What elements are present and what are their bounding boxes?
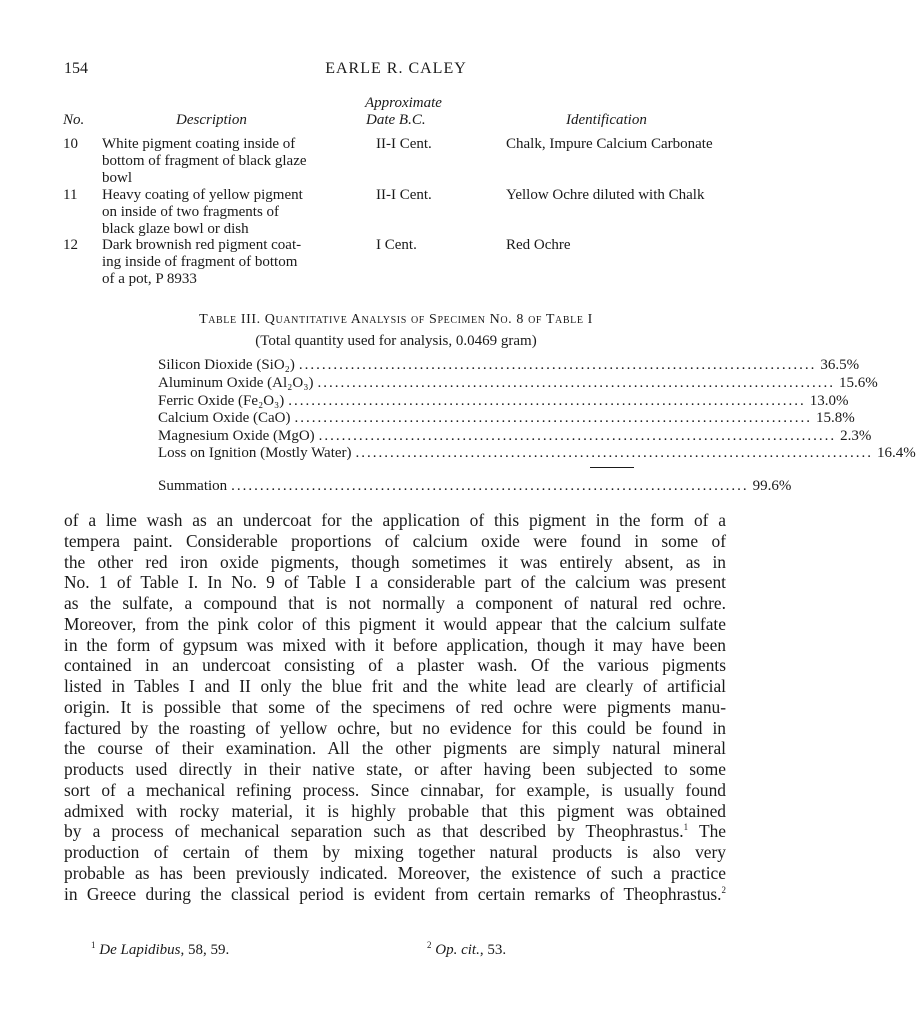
col-date-header-line2: Date B.C. — [366, 112, 426, 128]
body-line: Moreover, from the pink color of this pigment it would appear that the calcium sulfate — [64, 613, 726, 634]
table3-row — [158, 357, 860, 375]
row-identification: Yellow Ochre diluted with Chalk — [506, 187, 705, 203]
compound-value: 15.8% — [815, 410, 855, 426]
leader-dots: .......................................................................................... — [298, 357, 817, 373]
row-number: 11 — [63, 187, 78, 203]
desc-line: black glaze bowl or dish — [102, 221, 249, 237]
table3-row — [158, 393, 849, 411]
row-identification: Red Ochre — [506, 237, 571, 253]
row-description — [102, 237, 336, 288]
body-line: factured by the roasting of yellow ochre, but no evidence for this could be found in — [64, 717, 726, 738]
footnote-ref: 2 — [721, 884, 726, 895]
table3-title: Table III. Quantitative Analysis of Specimen No. 8 of Table I — [199, 312, 593, 327]
body-line-text: in Greece during the classical period is evident from certain remarks of Theophrastus. — [64, 883, 722, 904]
summation-rule — [590, 467, 634, 468]
compound-name: Silicon Dioxide — [158, 357, 253, 373]
body-paragraph — [64, 510, 726, 904]
leader-dots: .......................................................................................... — [318, 428, 837, 444]
row-identification: Chalk, Impure Calcium Carbonate — [506, 136, 713, 152]
row-date: II-I Cent. — [376, 187, 432, 203]
table3-row — [158, 375, 878, 393]
col-description-header: Description — [176, 112, 247, 128]
leader-dots: .......................................................................................... — [288, 393, 806, 409]
body-line: No. 1 of Table I. In No. 9 of Table I a considerable part of the calcium was present — [64, 572, 726, 593]
body-line: of a lime wash as an undercoat for the application of this pigment in the form of a — [64, 510, 726, 530]
footnote-rest: , 53. — [479, 942, 507, 958]
compound-value: 36.5% — [820, 357, 860, 373]
compound-name: Aluminum Oxide — [158, 375, 264, 391]
table3-row — [158, 410, 855, 428]
compound-formula: (Mostly Water) — [260, 445, 352, 461]
compound-value: 2.3% — [840, 428, 872, 444]
page-number: 154 — [64, 60, 88, 77]
compound-value: 13.0% — [809, 393, 849, 409]
col-identification-header: Identification — [566, 112, 647, 128]
compound-formula: (Al₂O₃) — [267, 375, 314, 391]
row-number: 10 — [63, 136, 78, 152]
desc-line: bottom of fragment of black glaze — [102, 153, 307, 169]
row-description — [102, 136, 336, 187]
leader-dots: .......................................................................................... — [317, 375, 835, 391]
desc-line: bowl — [102, 170, 132, 186]
footnote-mark: 2 — [427, 940, 432, 950]
body-line-tail: The — [688, 821, 726, 842]
footnote-1 — [91, 942, 229, 959]
compound-formula: (Fe₂O₃) — [237, 393, 285, 409]
footnote-2 — [427, 942, 506, 959]
compound-name: Loss on Ignition — [158, 445, 257, 461]
footnote-mark: 1 — [91, 940, 96, 950]
body-line: listed in Tables I and II only the blue frit and the white lead are clearly of artificial — [64, 676, 726, 696]
table3-subtitle: (Total quantity used for analysis, 0.0469 gram) — [255, 333, 537, 349]
row-date: I Cent. — [376, 237, 417, 253]
footnote-ref: 1 — [683, 822, 689, 833]
compound-name: Calcium Oxide — [158, 410, 250, 426]
leader-dots: .......................................................................................... — [355, 445, 874, 461]
row-date: II-I Cent. — [376, 136, 432, 152]
body-line: admixed with rocky material, it is highly probable that this pigment was obtained — [64, 800, 726, 821]
desc-line: on inside of two fragments of — [102, 204, 280, 220]
desc-line: Heavy coating of yellow pigment — [102, 187, 303, 203]
desc-line: of a pot, P 8933 — [102, 271, 197, 287]
table3-summation-row — [158, 478, 792, 496]
footnote-title: De Lapidibus — [99, 942, 181, 958]
row-number: 12 — [63, 237, 78, 253]
footnote-rest: , 58, 59. — [180, 942, 230, 958]
compound-formula: (MgO) — [272, 428, 315, 444]
col-no-header: No. — [63, 112, 85, 128]
body-line — [64, 821, 726, 842]
body-line — [64, 884, 726, 905]
compound-name: Magnesium Oxide — [158, 428, 270, 444]
body-line: in the form of gypsum was mixed with it before application, though it may have been — [64, 634, 726, 655]
compound-formula: (CaO) — [252, 410, 291, 426]
summation-value: 99.6% — [752, 478, 792, 494]
compound-value: 15.6% — [838, 375, 878, 391]
desc-line: White pigment coating inside of — [102, 136, 296, 152]
body-line: production of certain of them by mixing together natural products is also very — [64, 842, 726, 862]
body-line: origin. It is possible that some of the specimens of red ochre were pigments manu- — [64, 696, 726, 717]
body-line: contained in an undercoat consisting of a plaster wash. Of the various pigments — [64, 655, 726, 676]
body-line: the other red iron oxide pigments, though sometimes it was entirely absent, as in — [64, 551, 726, 572]
summation-label: Summation — [158, 478, 228, 494]
body-line: sort of a mechanical refining process. Since cinnabar, for example, is usually found — [64, 779, 726, 800]
leader-dots: .......................................................................................... — [231, 478, 749, 494]
footnote-title: Op. cit. — [435, 942, 480, 958]
table3-row — [158, 428, 872, 446]
body-line: probable as has been previously indicated. Moreover, the existence of such a practice — [64, 862, 726, 883]
leader-dots: .......................................................................................... — [294, 410, 812, 426]
col-date-header-line1: Approximate — [365, 95, 442, 111]
body-line: products used directly in their native state, or after having been subjected to some — [64, 759, 726, 779]
body-line: as the sulfate, a compound that is not normally a component of natural red ochre. — [64, 593, 726, 613]
compound-name: Ferric Oxide — [158, 393, 235, 409]
table3-row — [158, 445, 916, 463]
desc-line: Dark brownish red pigment coat- — [102, 237, 302, 253]
compound-value: 16.4% — [877, 445, 916, 461]
desc-line: ing inside of fragment of bottom — [102, 254, 298, 270]
row-description — [102, 187, 336, 238]
body-line-text: by a process of mechanical separation such as that described by Theophrastus. — [64, 821, 684, 842]
compound-formula: (SiO₂) — [256, 357, 295, 373]
body-line: tempera paint. Considerable proportions of calcium oxide were found in some of — [64, 530, 726, 551]
running-title: EARLE R. CALEY — [325, 60, 467, 77]
body-line: the course of their examination. All the other pigments are simply natural mineral — [64, 738, 726, 759]
